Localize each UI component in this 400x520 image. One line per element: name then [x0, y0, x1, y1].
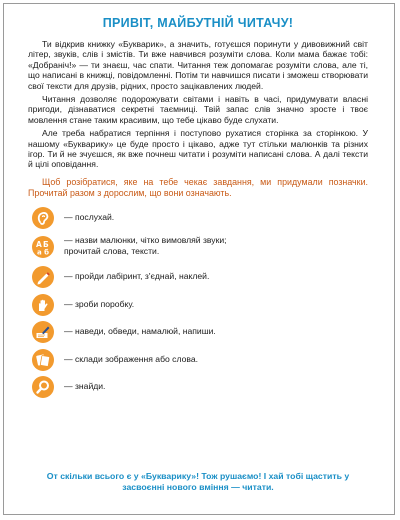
legend-item-compose: [28, 349, 368, 372]
legend-label-read-line-1: — назви малюнки, чітко вимовляй звуки;: [64, 235, 227, 246]
pencil-icon: [32, 266, 54, 288]
legend-item-read: [28, 234, 368, 261]
legend-label-listen: — послухай.: [64, 211, 115, 222]
ear-icon: [32, 207, 54, 229]
paragraph-2: Читання дозволяє подорожувати світами і навіть в часі, придумувати власні пригоди, дізнаватися секретні таємниці. Твій запас слів значно зросте і твоє мовлення стане таким красивим, що тебе цікаво буде слухати.: [28, 94, 368, 125]
page-title: ПРИВІТ, МАЙБУТНІЙ ЧИТАЧУ!: [102, 16, 294, 30]
legend-label-find: — знайди.: [64, 381, 106, 392]
svg-text:Б: Б: [43, 240, 49, 250]
legend-item-find: [28, 376, 368, 399]
legend-item-maze: [28, 266, 368, 289]
svg-text:А: А: [36, 240, 42, 250]
page-content: [28, 12, 368, 404]
hand-icon: [32, 294, 54, 316]
legend-label-compose: — склади зображення або слова.: [64, 353, 198, 364]
legend-label-write: — наведи, обведи, намалюй, напиши.: [64, 326, 216, 337]
legend-intro: Щоб розібратися, яке на тебе чекає завдання, ми придумали позначки. Прочитай разом з дорослим, що вони означають.: [28, 176, 368, 198]
writing-hand-icon: [32, 321, 54, 343]
magnifier-icon: [32, 376, 54, 398]
legend-item-write: [28, 321, 368, 344]
paragraph-3: Але треба набратися терпіння і поступово рухатися сторінка за сторінкою. У нашому «Букварику» це буде просто і цікаво, адже тут стільки малюнків та різних ігор. Ти й не зчуєшся, як вже почнеш читати і розуміти написані слова. А далі тексти й цілі оповідання.: [28, 128, 368, 170]
paragraph-1: Ти відкрив книжку «Букварик», а значить, готуєшся поринути у дивовижний світ літер, звуків, слів і змістів. Ти вже навчився розуміти слова. Коли мама бажає тобі: «Добраніч!» — ти знаєш, час спати. Читання теж допомагає розуміти слова, але ті, що написані в книжці, повідомленні. Потім ти навчишся писати і зможеш створювати свої тексти для друзів, рідних, просто зацікавлених людей.: [28, 39, 368, 91]
legend-label-craft: — зроби поробку.: [64, 298, 135, 309]
legend-label-maze: — пройди лабіринт, з'єднай, наклей.: [64, 271, 210, 282]
closing-text: От скільки всього є у «Букварику»! Тож рушаємо! І хай тобі щастить у засвоєнні нового вміння — читати.: [46, 471, 350, 492]
legend-item-listen: [28, 207, 368, 230]
legend-label-read-line-2: прочитай слова, тексти.: [64, 246, 160, 257]
letters-ab-icon: [32, 236, 54, 258]
legend-list: [28, 207, 368, 400]
svg-text:а б: а б: [37, 248, 50, 257]
legend-label-read: [64, 235, 354, 256]
legend-item-craft: [28, 294, 368, 317]
cards-icon: [32, 349, 54, 371]
